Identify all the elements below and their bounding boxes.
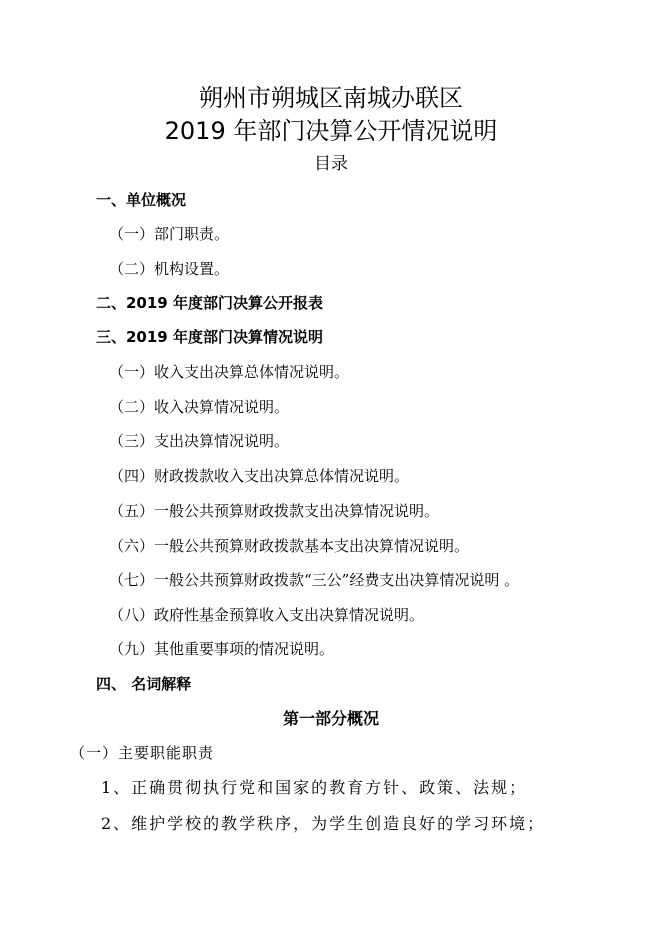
toc-item-fiscal-appropriation: （四）财政拨款收入支出决算总体情况说明。 bbox=[109, 467, 410, 485]
toc-item-general-budget-basic-expenditure: （六）一般公共预算财政拨款基本支出决算情况说明。 bbox=[109, 537, 470, 555]
toc-caption: 目录 bbox=[314, 154, 348, 174]
toc-item-expenditure: （三）支出决算情况说明。 bbox=[109, 432, 290, 450]
paragraph-duty-2: 2、维护学校的教学秩序，为学生创造良好的学习环境； bbox=[101, 814, 546, 833]
toc-item-three-public-expenses: （七）一般公共预算财政拨款“三公”经费支出决算情况说明 。 bbox=[109, 571, 520, 589]
toc-heading-public-reports: 二、2019 年度部门决算公开报表 bbox=[96, 294, 323, 312]
toc-item-responsibilities: （一）部门职责。 bbox=[109, 225, 230, 243]
part-one-title: 第一部分概况 bbox=[282, 709, 379, 728]
toc-heading-glossary: 四、 名词解释 bbox=[96, 675, 192, 693]
toc-heading-unit-overview: 一、单位概况 bbox=[96, 191, 187, 209]
toc-item-general-budget-expenditure: （五）一般公共预算财政拨款支出决算情况说明。 bbox=[109, 502, 440, 520]
toc-item-income-expenditure-overview: （一）收入支出决算总体情况说明。 bbox=[109, 363, 350, 381]
toc-item-government-fund: （八）政府性基金预算收入支出决算情况说明。 bbox=[109, 606, 425, 624]
section-main-duties: （一）主要职能职责 bbox=[70, 744, 215, 762]
document-title-line2: 2019 年部门决算公开情况说明 bbox=[164, 117, 498, 145]
document-title-line1: 朔州市朔城区南城办联区 bbox=[199, 84, 463, 112]
toc-heading-final-accounts: 三、2019 年度部门决算情况说明 bbox=[96, 328, 323, 346]
toc-item-institution-setup: （二）机构设置。 bbox=[109, 260, 230, 278]
toc-item-other-matters: （九）其他重要事项的情况说明。 bbox=[109, 640, 335, 658]
paragraph-duty-1: 1、正确贯彻执行党和国家的教育方针、政策、法规； bbox=[101, 778, 528, 797]
toc-item-income: （二）收入决算情况说明。 bbox=[109, 398, 290, 416]
